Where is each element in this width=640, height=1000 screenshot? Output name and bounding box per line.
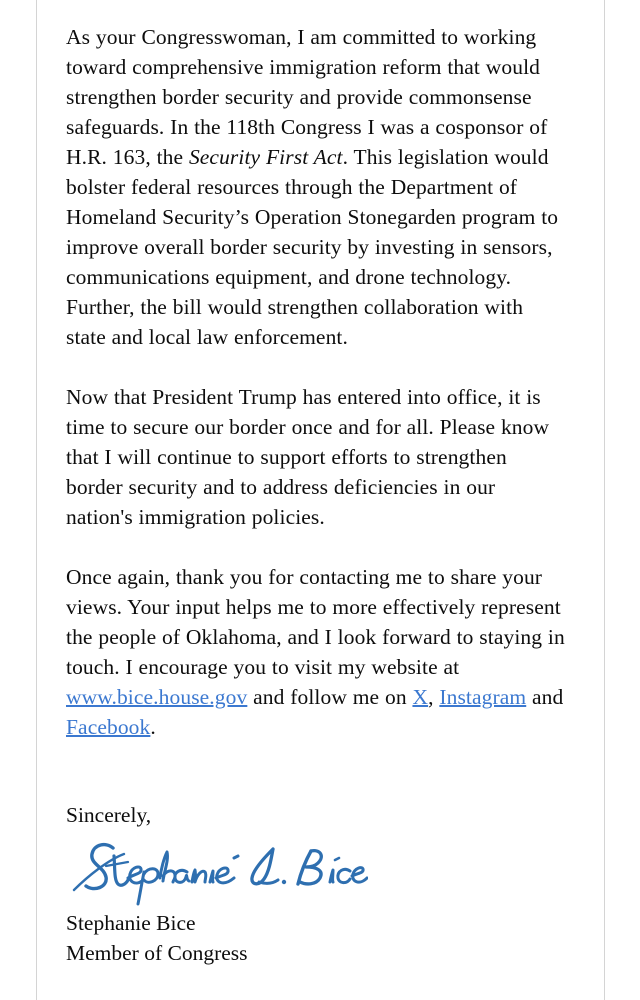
signature-block: [66, 836, 565, 908]
paragraph-1-text-part-2: . This legislation would bolster federal resources through the Department of Homeland Security’s Operation Stonegarden program to improve overall border security by investing in sensors, communications equipment, and drone technology. Further, the bill would strengthen collaboration with state and local law enforcement.: [66, 145, 559, 349]
letter-body: [37, 0, 604, 1000]
signer-title: Member of Congress: [66, 941, 248, 965]
paragraph-3-separator-2: and: [526, 685, 564, 709]
page-right-rule: [604, 0, 605, 1000]
paragraph-3-separator-1: ,: [428, 685, 440, 709]
paragraph-3-text-part-3: .: [150, 715, 156, 739]
paragraph-3-text-part-2: and follow me on: [247, 685, 413, 709]
x-social-link[interactable]: X: [412, 685, 429, 709]
signer-name: Stephanie Bice: [66, 911, 196, 935]
instagram-social-link[interactable]: Instagram: [439, 685, 527, 709]
facebook-social-link[interactable]: Facebook: [66, 715, 151, 739]
closing-salutation: Sincerely,: [66, 803, 152, 827]
bill-title-security-first-act: Security First Act: [188, 145, 343, 169]
paragraph-thank-you: [66, 562, 565, 742]
paragraph-1-text-part-1: As your Congresswoman, I am committed to working toward comprehensive immigration reform that would strengthen border security and provide commonsense safeguards. In the 118th Congress I was a cosponsor of H.R. 163, the: [66, 25, 548, 169]
paragraph-border-security: Now that President Trump has entered into office, it is time to secure our border once and for all. Please know that I will continue to support efforts to strengthen border security and to address deficiencies in our nation's immigration policies.: [66, 385, 550, 529]
signature-image: [68, 836, 368, 908]
paragraph-immigration-reform: [66, 22, 565, 352]
website-link[interactable]: www.bice.house.gov: [66, 685, 248, 709]
paragraph-3-text-part-1: Once again, thank you for contacting me to share your views. Your input helps me to more effectively represent the people of Oklahoma, and I look forward to staying in touch. I encourage you to visit my website at: [66, 565, 565, 679]
closing-spacer: [66, 772, 565, 800]
